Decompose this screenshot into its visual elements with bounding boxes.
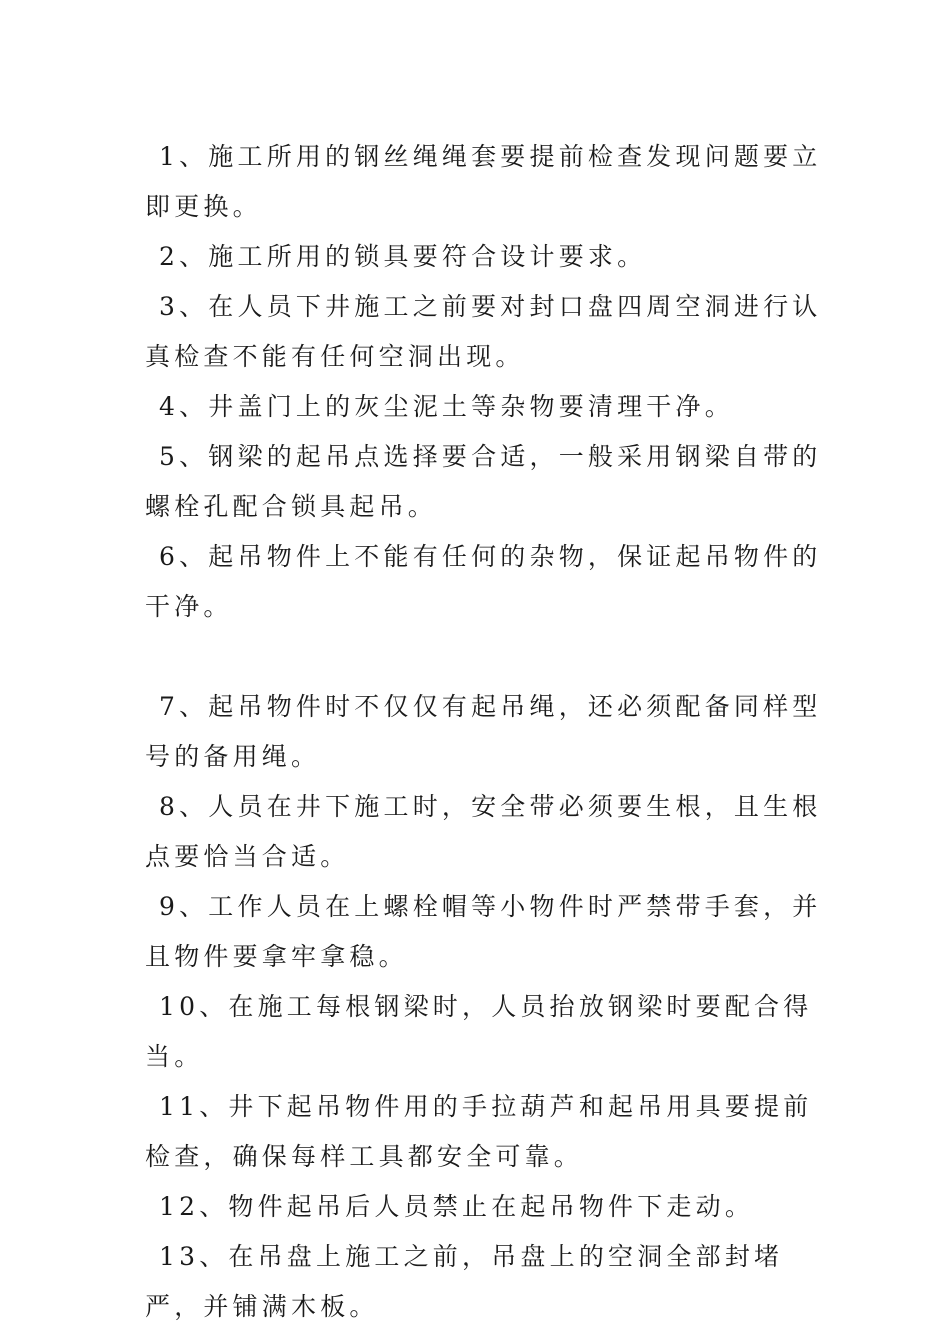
list-item: 6、起吊物件上不能有任何的杂物，保证起吊物件的干净。 [145,542,822,621]
list-item: 1、施工所用的钢丝绳绳套要提前检查发现问题要立即更换。 [145,142,822,221]
list-item: 2、施工所用的锁具要符合设计要求。 [159,242,647,271]
list-item: 9、工作人员在上螺栓帽等小物件时严禁带手套，并且物件要拿牢拿稳。 [145,892,822,971]
list-item: 13、在吊盘上施工之前，吊盘上的空洞全部封堵严，并铺满木板。 [145,1242,784,1321]
list-item: 12、物件起吊后人员禁止在起吊物件下走动。 [159,1192,755,1221]
list-item: 10、在施工每根钢梁时，人员抬放钢梁时要配合得当。 [145,992,813,1071]
list-item: 5、钢梁的起吊点选择要合适，一般采用钢梁自带的螺栓孔配合锁具起吊。 [145,442,822,521]
list-item: 4、井盖门上的灰尘泥土等杂物要清理干净。 [159,392,734,421]
document-body [145,132,825,1332]
list-item: 11、井下起吊物件用的手拉葫芦和起吊用具要提前检查，确保每样工具都安全可靠。 [145,1092,813,1171]
list-item: 7、起吊物件时不仅仅有起吊绳，还必须配备同样型号的备用绳。 [145,692,822,771]
list-item: 3、在人员下井施工之前要对封口盘四周空洞进行认真检查不能有任何空洞出现。 [145,292,822,371]
list-item: 8、人员在井下施工时，安全带必须要生根，且生根点要恰当合适。 [145,792,822,871]
